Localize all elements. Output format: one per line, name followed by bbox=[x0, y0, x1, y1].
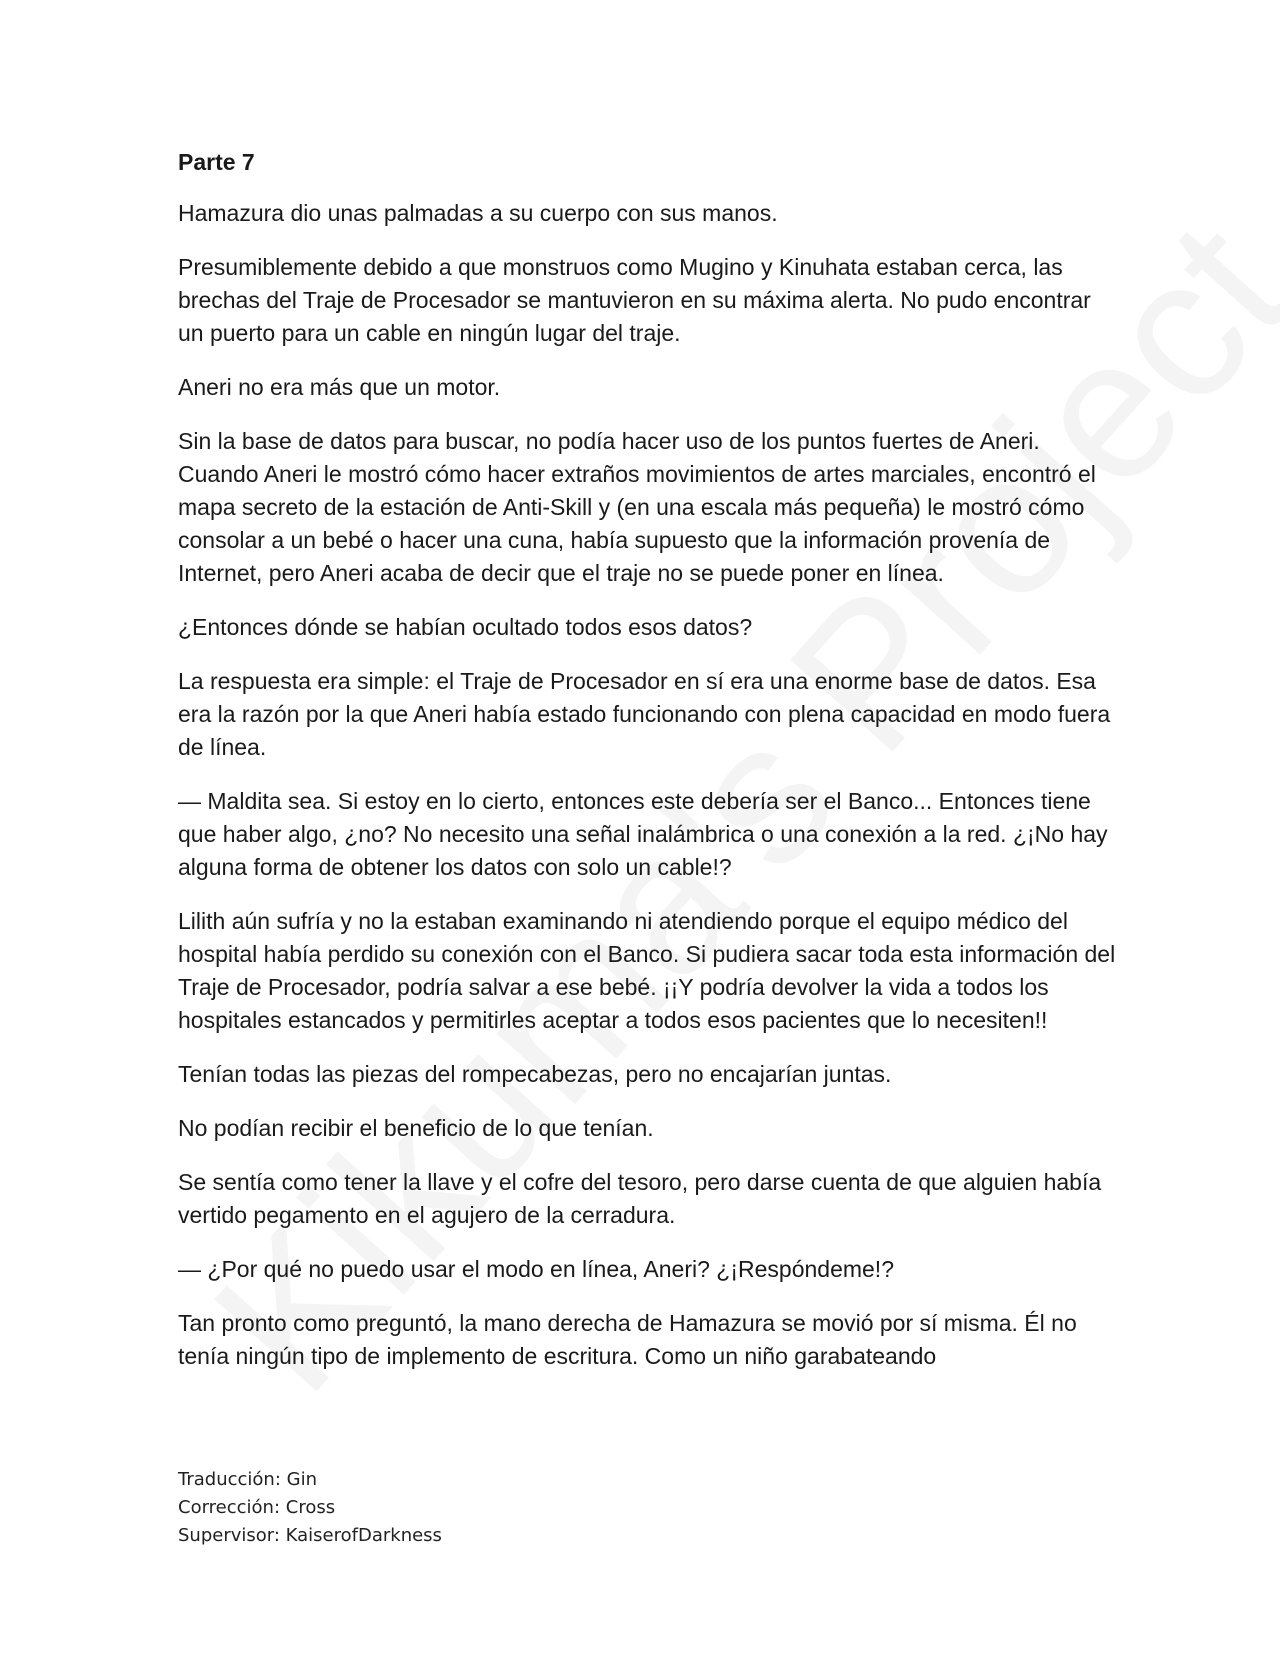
paragraph: Presumiblemente debido a que monstruos como Mugino y Kinuhata estaban cerca, las brechas del Traje de Procesador se mantuvieron en su máxima alerta. No pudo encontrar un puerto para un cable en ningún lugar del traje. bbox=[178, 254, 1091, 346]
paragraph: Aneri no era más que un motor. bbox=[178, 374, 501, 400]
credit-correction: Corrección: Cross bbox=[178, 1497, 336, 1518]
paragraph: La respuesta era simple: el Traje de Procesador en sí era una enorme base de datos. Esa era la razón por la que Aneri había estado funcionando con plena capacidad en modo fuera de línea. bbox=[178, 668, 1111, 760]
section-title: Parte 7 bbox=[178, 149, 255, 175]
credits-footer bbox=[178, 1466, 442, 1550]
paragraph: Se sentía como tener la llave y el cofre del tesoro, pero darse cuenta de que alguien había vertido pegamento en el agujero de la cerradura. bbox=[178, 1169, 1102, 1228]
paragraph: ¿Entonces dónde se habían ocultado todos esos datos? bbox=[178, 614, 753, 640]
credit-supervisor: Supervisor: KaiserofDarkness bbox=[178, 1525, 442, 1546]
paragraph: Hamazura dio unas palmadas a su cuerpo con sus manos. bbox=[178, 200, 778, 226]
paragraph: Sin la base de datos para buscar, no podía hacer uso de los puntos fuertes de Aneri. Cuando Aneri le mostró cómo hacer extraños movimientos de artes marciales, encontró el mapa secreto de la estación de Anti-Skill y (en una escala más pequeña) le mostró cómo consolar a un bebé o hacer una cuna, había supuesto que la información provenía de Internet, pero Aneri acaba de decir que el traje no se puede poner en línea. bbox=[178, 428, 1096, 586]
paragraph: Lilith aún sufría y no la estaban examinando ni atendiendo porque el equipo médico del hospital había perdido su conexión con el Banco. Si pudiera sacar toda esta información del Traje de Procesador, podría salvar a ese bebé. ¡¡Y podría devolver la vida a todos los hospitales estancados y permitirles aceptar a todos esos pacientes que lo necesiten!! bbox=[178, 908, 1116, 1033]
credit-translation: Traducción: Gin bbox=[178, 1469, 317, 1490]
document-body bbox=[178, 146, 1118, 1394]
paragraph: — Maldita sea. Si estoy en lo cierto, entonces este debería ser el Banco... Entonces tiene que haber algo, ¿no? No necesito una señal inalámbrica o una conexión a la red. ¿¡No hay alguna forma de obtener los datos con solo un cable!? bbox=[178, 788, 1108, 880]
paragraph: No podían recibir el beneficio de lo que tenían. bbox=[178, 1115, 654, 1141]
paragraph: — ¿Por qué no puedo usar el modo en línea, Aneri? ¿¡Respóndeme!? bbox=[178, 1256, 894, 1282]
paragraph: Tenían todas las piezas del rompecabezas, pero no encajarían juntas. bbox=[178, 1061, 892, 1087]
paragraph: Tan pronto como preguntó, la mano derecha de Hamazura se movió por sí misma. Él no tenía ningún tipo de implemento de escritura. Como un niño garabateando bbox=[178, 1310, 1077, 1369]
